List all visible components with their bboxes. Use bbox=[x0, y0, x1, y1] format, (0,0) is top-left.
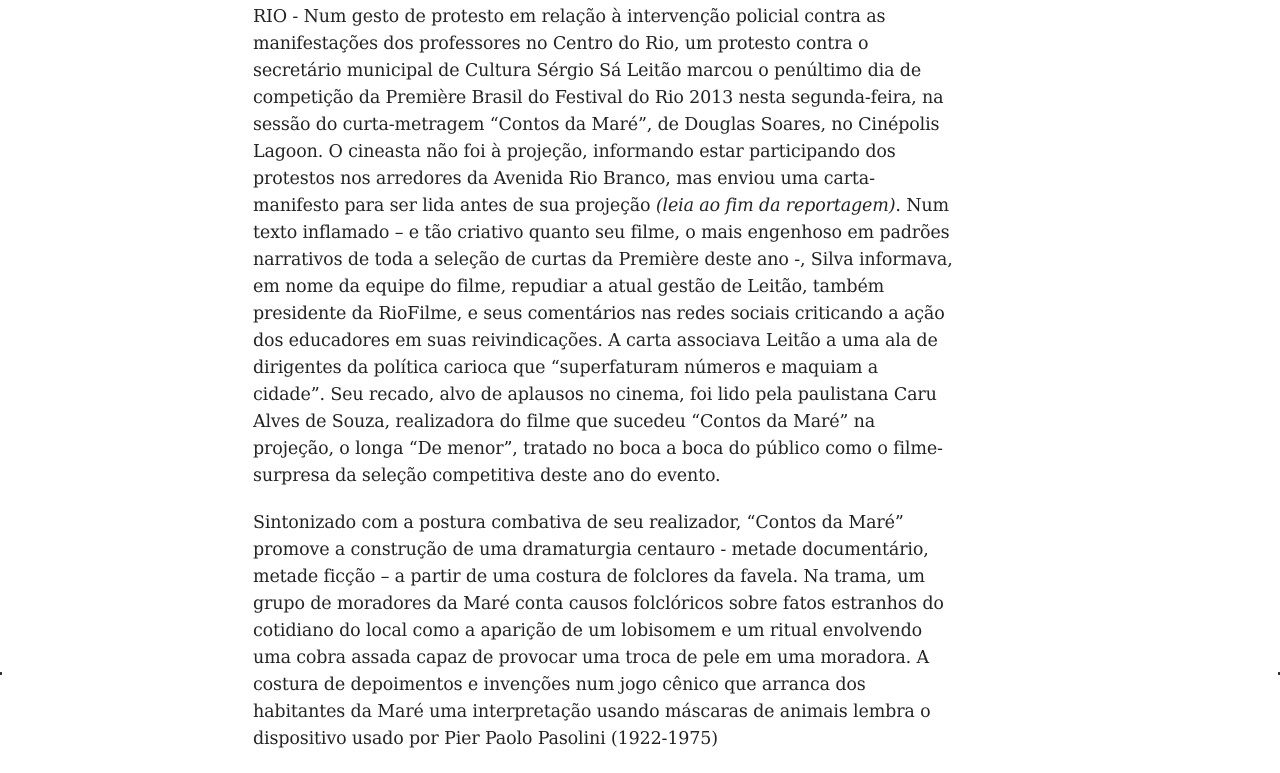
italic-note: (leia ao fim da reportagem) bbox=[655, 196, 896, 216]
article-paragraph: Sintonizado com a postura combativa de seu realizador, “Contos da Maré” promove a construção de uma dramaturgia centauro - metade documentário, metade ficção – a partir de uma costura de folclores da favela. Na trama, um grupo de moradores da Maré conta causos folclóricos sobre fatos estranhos do cotidiano do local como a aparição de um lobisomem e um ritual envolvendo uma cobra assada capaz de provocar uma troca de pele em uma moradora. A costura de depoimentos e invenções num jogo cênico que arranca dos habitantes da Maré uma interpretação usando máscaras de animais lembra o dispositivo usado por Pier Paolo Pasolini (1922-1975) bbox=[253, 513, 944, 749]
article-paragraph bbox=[253, 4, 953, 490]
paragraph-text: RIO - Num gesto de protesto em relação à intervenção policial contra as manifestações dos professores no Centro do Rio, um protesto contra o secretário municipal de Cultura Sérgio Sá Leitão marcou o penúltimo dia de competição da Première Brasil do Festival do Rio 2013 nesta segunda-feira, na sessão do curta-metragem “Contos da Maré”, de Douglas Soares, no Cinépolis Lagoon. O cineasta não foi à projeção, informando estar participando dos protestos nos arredores da Avenida Rio Branco, mas enviou uma carta-manifesto para ser lida antes de sua projeção bbox=[253, 7, 944, 216]
article-body bbox=[253, 4, 953, 773]
paragraph-text: . Num texto inflamado – e tão criativo quanto seu filme, o mais engenhoso em padrões narrativos de toda a seleção de curtas da Première deste ano -, Silva informava, em nome da equipe do filme, repudiar a atual gestão de Leitão, também presidente da RioFilme, e seus comentários nas redes sociais criticando a ação dos educadores em suas reivindicações. A carta associava Leitão a uma ala de dirigentes da política carioca que “superfaturam números e maquiam a cidade”. Seu recado, alvo de aplausos no cinema, foi lido pela paulistana Caru Alves de Souza, realizadora do filme que sucedeu “Contos da Maré” na projeção, o longa “De menor”, tratado no boca a boca do público como o filme-surpresa da seleção competitiva deste ano do evento. bbox=[253, 196, 953, 486]
left-edge-mark bbox=[0, 672, 2, 675]
